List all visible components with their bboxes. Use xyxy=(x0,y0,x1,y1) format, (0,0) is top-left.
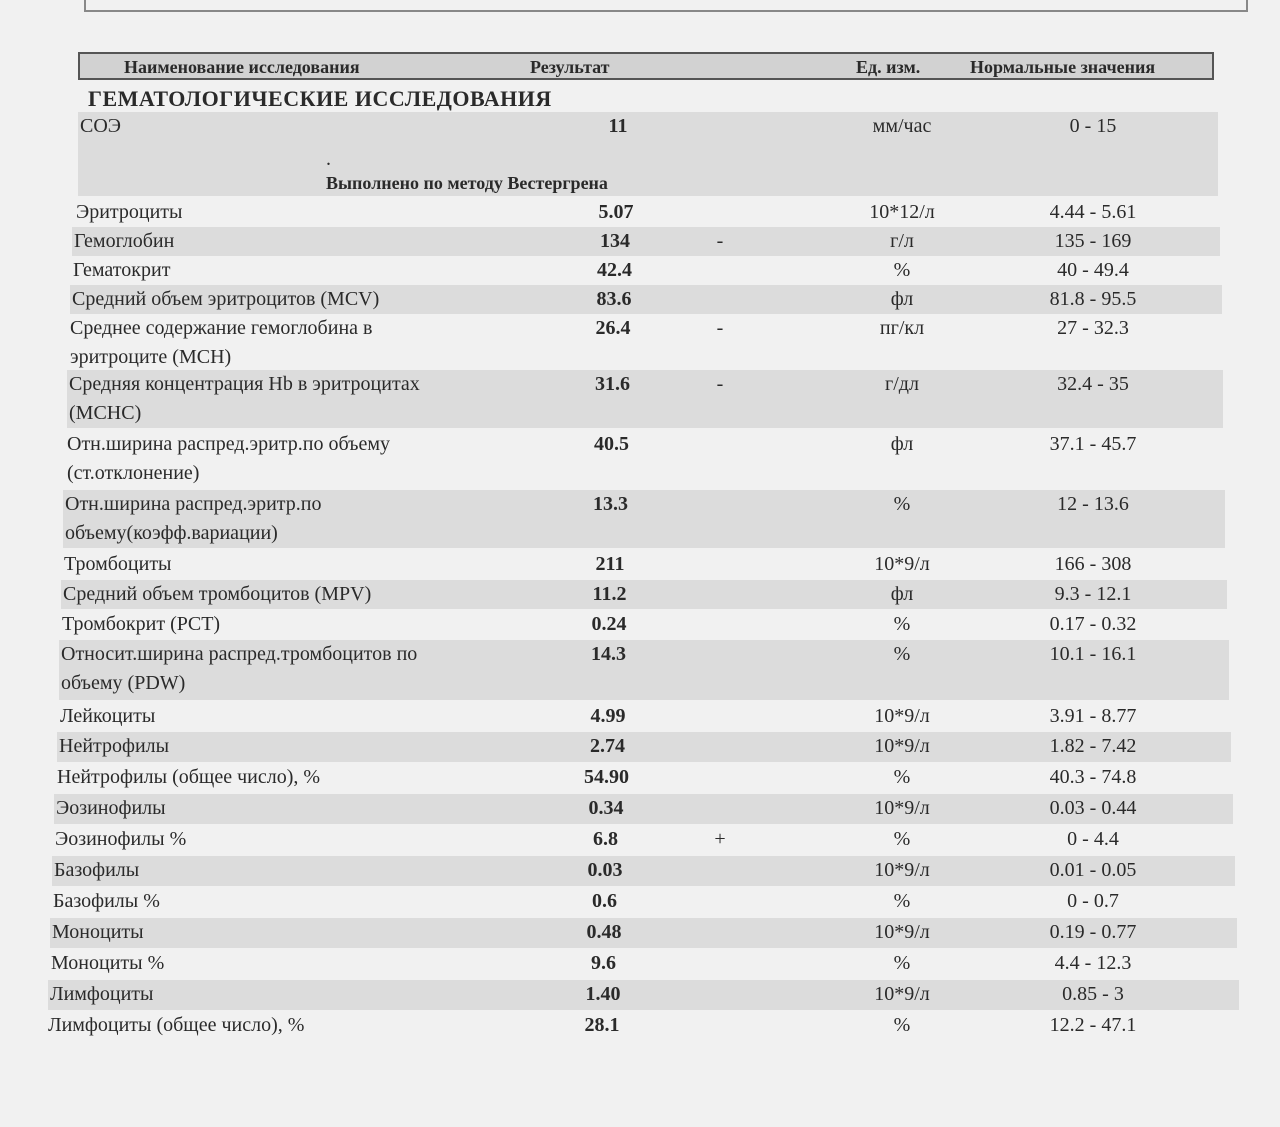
row-value: 26.4 xyxy=(595,317,631,339)
row-norm: 37.1 - 45.7 xyxy=(1049,433,1137,455)
row-flag: - xyxy=(716,317,724,339)
row-value: 13.3 xyxy=(593,493,628,515)
row-name: Эритроциты xyxy=(76,201,183,223)
row-name: Тромбоциты xyxy=(64,553,172,575)
row-unit: % xyxy=(893,493,911,515)
row-value: 83.6 xyxy=(596,288,632,310)
table-row xyxy=(74,198,1220,227)
row-unit: % xyxy=(893,259,911,281)
row-value: 134 xyxy=(600,230,630,252)
row-value: 5.07 xyxy=(598,201,634,223)
row-name: Эозинофилы xyxy=(56,797,166,819)
row-flag: - xyxy=(716,373,724,395)
row-norm: 10.1 - 16.1 xyxy=(1049,643,1137,665)
table-row xyxy=(63,490,1225,548)
table-row xyxy=(55,763,1232,793)
row-value: 31.6 xyxy=(595,373,630,395)
table-row xyxy=(46,1011,1240,1041)
table-row xyxy=(65,430,1224,488)
row-unit: 10*9/л xyxy=(874,553,930,575)
row-norm: 0.03 - 0.44 xyxy=(1049,797,1137,819)
row-flag: - xyxy=(716,230,724,252)
header-name: Наименование исследования xyxy=(124,57,360,77)
table-row xyxy=(72,227,1220,256)
row-name: Гематокрит xyxy=(73,259,171,281)
row-norm: 0 - 4.4 xyxy=(1067,828,1119,850)
row-norm: 0.19 - 0.77 xyxy=(1049,921,1137,943)
row-norm: 0 - 0.7 xyxy=(1067,890,1119,912)
row-unit: % xyxy=(893,766,911,788)
table-row xyxy=(51,887,1236,917)
row-unit: % xyxy=(893,1014,911,1036)
row-name: Тромбокрит (PCT) xyxy=(62,613,221,635)
table-header xyxy=(78,52,1214,80)
row-name: Отн.ширина распред.эритр.по объему(коэфф.вариации) xyxy=(65,493,322,544)
row-flag: + xyxy=(714,828,726,850)
row-name: Гемоглобин xyxy=(74,230,175,252)
table-row xyxy=(60,610,1228,640)
row-name: Средний объем эритроцитов (MCV) xyxy=(72,288,380,310)
row-unit: мм/час xyxy=(872,115,932,137)
table-row xyxy=(52,856,1235,886)
table-row xyxy=(67,370,1223,428)
row-value: 0.6 xyxy=(592,890,617,912)
row-value: 2.74 xyxy=(590,735,625,757)
row-value: 6.8 xyxy=(593,828,618,850)
row-norm: 135 - 169 xyxy=(1054,230,1132,252)
row-name: Отн.ширина распред.эритр.по объему (ст.отклонение) xyxy=(67,433,391,484)
row-value: 1.40 xyxy=(585,983,621,1005)
table-row xyxy=(49,949,1238,979)
row-unit: 10*9/л xyxy=(874,983,930,1005)
row-norm: 12 - 13.6 xyxy=(1057,493,1129,515)
table-row xyxy=(59,640,1229,700)
header-result: Результат xyxy=(530,57,610,77)
row-unit: фл xyxy=(890,433,914,455)
row-norm: 1.82 - 7.42 xyxy=(1049,735,1137,757)
row-name: Лимфоциты (общее число), % xyxy=(48,1014,305,1036)
row-norm: 4.44 - 5.61 xyxy=(1049,201,1137,223)
row-unit: 10*9/л xyxy=(874,859,930,881)
header-norm: Нормальные значения xyxy=(970,57,1156,77)
row-unit: 10*9/л xyxy=(874,921,930,943)
row-norm: 27 - 32.3 xyxy=(1057,317,1129,339)
row-name: Средняя концентрация Hb в эритроцитах (MCHC) xyxy=(69,373,420,424)
row-value: 0.34 xyxy=(588,797,624,819)
row-name: Базофилы xyxy=(54,859,140,881)
row-value: 4.99 xyxy=(590,705,626,727)
row-value: 40.5 xyxy=(594,433,629,455)
row-name: Моноциты xyxy=(52,921,144,943)
row-norm: 3.91 - 8.77 xyxy=(1049,705,1137,727)
row-name: Лимфоциты xyxy=(50,983,154,1005)
row-value: 11.2 xyxy=(592,583,627,605)
row-norm: 4.4 - 12.3 xyxy=(1054,952,1132,974)
row-unit: пг/кл xyxy=(879,317,925,339)
row-name: Средний объем тромбоцитов (MPV) xyxy=(63,583,372,605)
table-row xyxy=(70,285,1222,314)
row-norm: 0.17 - 0.32 xyxy=(1049,613,1137,635)
header-unit: Ед. изм. xyxy=(856,57,921,77)
row-name: Нейтрофилы xyxy=(59,735,170,757)
row-value: 14.3 xyxy=(591,643,626,665)
row-value: 9.6 xyxy=(591,952,616,974)
section-title: ГЕМАТОЛОГИЧЕСКИЕ ИССЛЕДОВАНИЯ xyxy=(88,86,552,111)
table-row xyxy=(62,550,1226,579)
row-norm: 0.01 - 0.05 xyxy=(1049,859,1137,881)
row-norm: 40 - 49.4 xyxy=(1057,259,1129,281)
row-unit: 10*9/л xyxy=(874,797,930,819)
row-name: Лейкоциты xyxy=(60,705,156,727)
row-norm: 81.8 - 95.5 xyxy=(1049,288,1137,310)
row-name: СОЭ xyxy=(80,115,121,137)
row-norm: 12.2 - 47.1 xyxy=(1049,1014,1137,1036)
row-norm: 0.85 - 3 xyxy=(1062,983,1124,1005)
table-row xyxy=(61,580,1227,609)
row-value: 0.03 xyxy=(587,859,623,881)
row-unit: фл xyxy=(890,583,914,605)
row-value: 42.4 xyxy=(597,259,632,281)
table-row xyxy=(71,256,1221,285)
row-value: 11 xyxy=(608,115,628,137)
row-unit: 10*12/л xyxy=(869,201,935,223)
row-value: 0.48 xyxy=(586,921,622,943)
table-row xyxy=(57,732,1231,762)
row-unit: % xyxy=(893,828,911,850)
row-norm: 166 - 308 xyxy=(1054,553,1132,575)
table-row xyxy=(53,825,1234,855)
row-norm: 40.3 - 74.8 xyxy=(1049,766,1137,788)
row-value: 0.24 xyxy=(591,613,627,635)
method-note: Выполнено по методу Вестергрена xyxy=(326,173,608,193)
row-norm: 9.3 - 12.1 xyxy=(1054,583,1132,605)
row-unit: фл xyxy=(890,288,914,310)
row-norm: 32.4 - 35 xyxy=(1057,373,1129,395)
row-name: Моноциты % xyxy=(51,952,165,974)
table-row xyxy=(68,314,1222,370)
row-value: 54.90 xyxy=(584,766,629,788)
row-name: Эозинофилы % xyxy=(55,828,187,850)
row-unit: 10*9/л xyxy=(874,735,930,757)
row-unit: % xyxy=(893,890,911,912)
row-unit: г/дл xyxy=(885,373,919,395)
row-unit: 10*9/л xyxy=(874,705,930,727)
row-unit: г/л xyxy=(890,230,914,252)
table-row xyxy=(50,918,1237,948)
table-row xyxy=(58,702,1230,732)
row-name: Относит.ширина распред.тромбоцитов по объему (PDW) xyxy=(61,643,418,694)
row-unit: % xyxy=(893,613,911,635)
row-unit: % xyxy=(893,643,911,665)
row-value: 28.1 xyxy=(584,1014,620,1036)
row-name: Базофилы % xyxy=(53,890,160,912)
table-row xyxy=(54,794,1233,824)
row-unit: % xyxy=(893,952,911,974)
row-norm: 0 - 15 xyxy=(1069,115,1117,137)
row-value: 211 xyxy=(595,553,625,575)
row-name: Нейтрофилы (общее число), % xyxy=(57,766,321,788)
table-row xyxy=(78,112,1218,196)
page-top-border xyxy=(84,0,1248,12)
table-row xyxy=(48,980,1239,1010)
row-name: Среднее содержание гемоглобина в эритроците (MCH) xyxy=(70,317,373,368)
stray-dot: . xyxy=(326,148,331,170)
